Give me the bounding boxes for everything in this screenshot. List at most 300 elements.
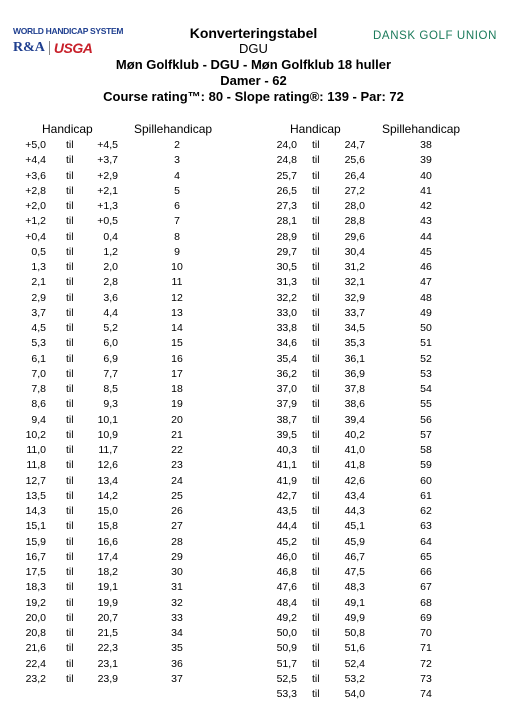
handicap-to: 45,9 — [344, 535, 365, 548]
range-separator: til — [66, 245, 74, 258]
handicap-from: 24,8 — [276, 154, 297, 167]
handicap-from: 24,0 — [276, 139, 297, 151]
range-separator: til — [66, 566, 74, 578]
table-row — [0, 382, 250, 397]
handicap-to: 9,3 — [103, 398, 118, 411]
table-header-left — [0, 122, 250, 138]
range-separator: til — [66, 291, 74, 304]
range-separator: til — [312, 184, 320, 197]
playing-handicap: 67 — [420, 581, 432, 594]
range-separator: til — [66, 489, 74, 502]
table-row — [0, 657, 250, 672]
range-separator: til — [66, 428, 74, 441]
handicap-to: +0,5 — [97, 215, 118, 228]
playing-handicap: 6 — [174, 200, 180, 212]
playing-handicap: 72 — [420, 657, 432, 670]
playing-handicap-header: Spillehandicap — [134, 122, 213, 136]
handicap-from: 15,1 — [25, 520, 46, 533]
handicap-to: 23,1 — [97, 657, 118, 670]
table-row — [0, 336, 250, 351]
table-row — [253, 428, 507, 443]
handicap-to: +1,3 — [97, 200, 118, 212]
range-separator: til — [312, 169, 320, 182]
playing-handicap: 45 — [420, 245, 432, 258]
table-row — [0, 672, 250, 687]
handicap-from: 28,1 — [276, 215, 297, 228]
playing-handicap: 31 — [171, 581, 183, 594]
playing-handicap: 35 — [171, 642, 183, 655]
handicap-to: 40,2 — [344, 428, 365, 441]
handicap-from: 40,3 — [276, 444, 297, 456]
playing-handicap: 73 — [420, 672, 432, 685]
range-separator: til — [312, 459, 320, 472]
range-separator: til — [312, 413, 320, 426]
table-row — [0, 596, 250, 611]
handicap-from: 20,0 — [25, 611, 46, 624]
handicap-to: 17,4 — [97, 550, 118, 563]
handicap-to: 31,2 — [344, 261, 365, 273]
playing-handicap: 11 — [171, 276, 183, 289]
handicap-to: 19,1 — [97, 581, 118, 594]
handicap-to: 28,8 — [344, 215, 365, 228]
handicap-to: 25,6 — [344, 154, 365, 167]
handicap-from: 46,8 — [276, 566, 297, 578]
handicap-to: 47,5 — [344, 566, 365, 578]
handicap-to: 26,4 — [344, 169, 365, 182]
handicap-to: 41,0 — [344, 444, 365, 456]
playing-handicap: 26 — [171, 505, 183, 517]
handicap-from: 39,5 — [276, 428, 297, 441]
table-row — [253, 535, 507, 550]
range-separator: til — [312, 383, 320, 395]
handicap-to: 48,3 — [344, 581, 365, 594]
range-separator: til — [312, 322, 320, 334]
playing-handicap: 65 — [420, 550, 432, 563]
handicap-from: +2,8 — [25, 184, 46, 197]
org-line: DGU — [239, 41, 268, 56]
range-separator: til — [66, 200, 74, 212]
handicap-from: +0,4 — [25, 230, 46, 243]
table-row — [253, 199, 507, 214]
range-separator: til — [312, 398, 320, 411]
range-separator: til — [312, 444, 320, 456]
handicap-from: 41,1 — [276, 459, 297, 472]
range-separator: til — [312, 535, 320, 548]
range-separator: til — [66, 261, 74, 273]
range-separator: til — [312, 291, 320, 304]
handicap-to: 50,8 — [344, 627, 365, 639]
range-separator: til — [66, 550, 74, 563]
playing-handicap: 74 — [420, 688, 432, 700]
handicap-to: 1,2 — [103, 245, 118, 258]
usga-logo: USGA — [53, 40, 93, 56]
handicap-from: +3,6 — [25, 169, 46, 182]
handicap-to: 0,4 — [103, 230, 118, 243]
handicap-to: 51,6 — [344, 642, 365, 655]
range-separator: til — [312, 367, 320, 380]
handicap-from: 22,4 — [25, 657, 46, 670]
table-row — [0, 474, 250, 489]
handicap-from: 38,7 — [276, 413, 297, 426]
handicap-from: 13,5 — [25, 489, 46, 502]
conversion-table-left — [0, 122, 250, 687]
table-row — [0, 275, 250, 290]
playing-handicap-header: Spillehandicap — [382, 122, 461, 136]
handicap-to: 36,1 — [344, 352, 365, 365]
range-separator: til — [66, 398, 74, 411]
playing-handicap: 48 — [420, 291, 432, 304]
range-separator: til — [312, 505, 320, 517]
conversion-table-right — [253, 122, 507, 702]
range-separator: til — [312, 642, 320, 655]
range-separator: til — [312, 276, 320, 289]
table-row — [0, 230, 250, 245]
table-row — [0, 291, 250, 306]
handicap-from: 11,0 — [26, 444, 46, 456]
playing-handicap: 14 — [171, 322, 183, 334]
handicap-from: 50,0 — [276, 627, 297, 639]
playing-handicap: 47 — [420, 276, 432, 289]
course-line: Møn Golfklub - DGU - Møn Golfklub 18 huller — [115, 57, 392, 72]
handicap-to: 49,9 — [344, 611, 365, 624]
handicap-from: 53,3 — [276, 688, 297, 700]
range-separator: til — [66, 215, 74, 228]
handicap-to: +2,1 — [97, 184, 118, 197]
handicap-to: 49,1 — [344, 596, 365, 609]
range-separator: til — [66, 505, 74, 517]
handicap-to: 42,6 — [344, 474, 365, 487]
range-separator: til — [66, 459, 74, 472]
handicap-from: 31,3 — [276, 276, 297, 289]
handicap-to: 35,3 — [344, 337, 365, 350]
table-row — [253, 367, 507, 382]
range-separator: til — [66, 169, 74, 182]
table-rows-left — [0, 138, 250, 687]
table-row — [253, 169, 507, 184]
range-separator: til — [66, 642, 74, 655]
playing-handicap: 4 — [174, 169, 180, 182]
playing-handicap: 34 — [171, 627, 183, 639]
table-row — [0, 535, 250, 550]
table-row — [253, 596, 507, 611]
playing-handicap: 44 — [420, 230, 432, 243]
handicap-to: 28,0 — [344, 200, 365, 212]
range-separator: til — [66, 154, 74, 167]
playing-handicap: 63 — [420, 520, 432, 533]
handicap-from: 36,2 — [276, 367, 297, 380]
playing-handicap: 54 — [420, 383, 432, 395]
handicap-from: 32,2 — [276, 291, 297, 304]
handicap-to: 27,2 — [344, 184, 365, 197]
playing-handicap: 57 — [420, 428, 432, 441]
playing-handicap: 25 — [171, 489, 183, 502]
range-separator: til — [312, 139, 320, 151]
table-row — [253, 214, 507, 229]
playing-handicap: 36 — [171, 657, 183, 670]
handicap-from: 4,5 — [31, 322, 46, 334]
table-row — [253, 306, 507, 321]
handicap-to: 2,8 — [103, 276, 118, 289]
table-row — [0, 641, 250, 656]
range-separator: til — [66, 352, 74, 365]
table-row — [0, 184, 250, 199]
handicap-from: 48,4 — [276, 596, 297, 609]
handicap-from: 21,6 — [25, 642, 46, 655]
table-row — [253, 626, 507, 641]
table-row — [253, 504, 507, 519]
handicap-from: 20,8 — [25, 627, 46, 639]
handicap-to: 15,8 — [97, 520, 118, 533]
handicap-from: 52,5 — [276, 672, 297, 685]
table-row — [253, 245, 507, 260]
handicap-from: 2,1 — [31, 276, 46, 289]
table-row — [253, 519, 507, 534]
playing-handicap: 61 — [420, 489, 432, 502]
playing-handicap: 55 — [420, 398, 432, 411]
table-row — [253, 565, 507, 580]
table-row — [253, 443, 507, 458]
range-separator: til — [312, 230, 320, 243]
playing-handicap: 40 — [420, 169, 432, 182]
handicap-to: 19,9 — [97, 596, 118, 609]
handicap-from: 49,2 — [276, 611, 297, 624]
table-row — [253, 474, 507, 489]
range-separator: til — [312, 489, 320, 502]
playing-handicap: 66 — [420, 566, 432, 578]
table-row — [253, 611, 507, 626]
handicap-from: 2,9 — [31, 291, 46, 304]
table-row — [253, 382, 507, 397]
range-separator: til — [312, 672, 320, 685]
handicap-from: 12,7 — [25, 474, 46, 487]
playing-handicap: 59 — [420, 459, 432, 472]
range-separator: til — [312, 688, 320, 700]
range-separator: til — [312, 596, 320, 609]
range-separator: til — [312, 200, 320, 212]
handicap-from: 34,6 — [276, 337, 297, 350]
playing-handicap: 69 — [420, 611, 432, 624]
handicap-from: 23,2 — [25, 672, 46, 685]
table-row — [253, 138, 507, 153]
handicap-to: 3,6 — [103, 291, 118, 304]
table-row — [0, 611, 250, 626]
table-row — [253, 352, 507, 367]
playing-handicap: 3 — [174, 154, 180, 167]
handicap-to: 37,8 — [344, 383, 365, 395]
handicap-from: 50,9 — [276, 642, 297, 655]
handicap-from: 47,6 — [276, 581, 297, 594]
handicap-to: 22,3 — [97, 642, 118, 655]
table-row — [0, 489, 250, 504]
handicap-to: 24,7 — [344, 139, 365, 151]
range-separator: til — [312, 215, 320, 228]
document-header — [0, 25, 507, 105]
playing-handicap: 51 — [420, 337, 432, 350]
handicap-to: 10,1 — [97, 413, 118, 426]
handicap-to: 6,9 — [103, 352, 118, 365]
table-row — [253, 550, 507, 565]
handicap-to: +3,7 — [97, 154, 118, 167]
playing-handicap: 33 — [171, 611, 183, 624]
table-row — [0, 504, 250, 519]
handicap-from: 0,5 — [31, 245, 46, 258]
playing-handicap: 13 — [171, 306, 183, 319]
handicap-to: 14,2 — [97, 489, 118, 502]
handicap-from: 16,7 — [25, 550, 46, 563]
table-row — [253, 291, 507, 306]
table-row — [0, 550, 250, 565]
playing-handicap: 21 — [171, 428, 183, 441]
handicap-to: 54,0 — [344, 688, 365, 700]
handicap-from: 41,9 — [276, 474, 297, 487]
handicap-to: 10,9 — [97, 428, 118, 441]
handicap-to: 36,9 — [344, 367, 365, 380]
playing-handicap: 43 — [420, 215, 432, 228]
handicap-from: 5,3 — [31, 337, 46, 350]
range-separator: til — [66, 337, 74, 350]
handicap-to: 20,7 — [97, 611, 118, 624]
table-row — [0, 245, 250, 260]
playing-handicap: 5 — [174, 184, 180, 197]
table-row — [253, 397, 507, 412]
handicap-to: 41,8 — [344, 459, 365, 472]
handicap-to: 7,7 — [103, 367, 118, 380]
playing-handicap: 32 — [171, 596, 183, 609]
playing-handicap: 30 — [171, 566, 183, 578]
table-row — [253, 336, 507, 351]
playing-handicap: 58 — [420, 444, 432, 456]
playing-handicap: 62 — [420, 505, 432, 517]
range-separator: til — [66, 383, 74, 395]
handicap-from: 1,3 — [31, 261, 46, 273]
playing-handicap: 60 — [420, 474, 432, 487]
table-row — [0, 138, 250, 153]
range-separator: til — [66, 627, 74, 639]
handicap-to: 16,6 — [97, 535, 118, 548]
playing-handicap: 27 — [171, 520, 183, 533]
table-row — [0, 367, 250, 382]
range-separator: til — [66, 596, 74, 609]
handicap-from: 28,9 — [276, 230, 297, 243]
playing-handicap: 18 — [171, 383, 183, 395]
range-separator: til — [312, 306, 320, 319]
playing-handicap: 49 — [420, 306, 432, 319]
range-separator: til — [66, 367, 74, 380]
range-separator: til — [312, 581, 320, 594]
table-row — [253, 275, 507, 290]
playing-handicap: 28 — [171, 535, 183, 548]
range-separator: til — [66, 184, 74, 197]
range-separator: til — [312, 337, 320, 350]
handicap-to: 18,2 — [97, 566, 118, 578]
playing-handicap: 29 — [171, 550, 183, 563]
handicap-to: 6,0 — [103, 337, 118, 350]
table-row — [0, 199, 250, 214]
playing-handicap: 38 — [420, 139, 432, 151]
handicap-header: Handicap — [42, 122, 93, 136]
table-row — [253, 489, 507, 504]
tee-line: Damer - 62 — [220, 73, 287, 88]
handicap-to: 30,4 — [344, 245, 365, 258]
playing-handicap: 37 — [171, 672, 183, 685]
handicap-to: 32,9 — [344, 291, 365, 304]
playing-handicap: 71 — [420, 642, 432, 655]
handicap-from: 33,8 — [276, 322, 297, 334]
handicap-from: 45,2 — [276, 535, 297, 548]
playing-handicap: 2 — [174, 139, 180, 151]
playing-handicap: 42 — [420, 200, 432, 212]
handicap-to: 12,6 — [97, 459, 118, 472]
handicap-to: 45,1 — [344, 520, 365, 533]
whs-logo-text: WORLD HANDICAP SYSTEM — [13, 26, 124, 36]
playing-handicap: 19 — [171, 398, 183, 411]
handicap-to: 21,5 — [97, 627, 118, 639]
handicap-from: +4,4 — [25, 154, 46, 167]
handicap-to: 15,0 — [97, 505, 118, 517]
handicap-to: 11,7 — [98, 444, 118, 456]
table-row — [0, 352, 250, 367]
playing-handicap: 20 — [171, 413, 183, 426]
table-row — [0, 580, 250, 595]
range-separator: til — [312, 627, 320, 639]
handicap-to: +4,5 — [97, 139, 118, 151]
playing-handicap: 15 — [171, 337, 183, 350]
handicap-to: 53,2 — [344, 672, 365, 685]
handicap-from: 19,2 — [25, 596, 46, 609]
table-row — [253, 687, 507, 702]
handicap-from: 6,1 — [31, 352, 46, 365]
dgu-logo: DANSK GOLF UNION — [373, 30, 497, 42]
handicap-to: 23,9 — [97, 672, 118, 685]
handicap-to: 29,6 — [344, 230, 365, 243]
table-row — [0, 306, 250, 321]
handicap-to: 46,7 — [344, 550, 365, 563]
range-separator: til — [66, 306, 74, 319]
table-row — [253, 321, 507, 336]
handicap-to: 43,4 — [344, 489, 365, 502]
handicap-to: 4,4 — [103, 306, 118, 319]
handicap-to: 39,4 — [344, 413, 365, 426]
table-row — [0, 443, 250, 458]
range-separator: til — [66, 230, 74, 243]
handicap-to: 13,4 — [97, 474, 118, 487]
table-row — [0, 413, 250, 428]
ratings-line: Course rating™: 80 - Slope rating®: 139 - Par: 72 — [103, 89, 404, 104]
page-title: Konverteringstabel — [189, 25, 318, 41]
handicap-from: +5,0 — [25, 139, 46, 151]
handicap-to: 8,5 — [103, 383, 118, 395]
range-separator: til — [66, 276, 74, 289]
handicap-from: 11,8 — [26, 459, 46, 472]
handicap-from: 29,7 — [276, 245, 297, 258]
playing-handicap: 9 — [174, 245, 180, 258]
playing-handicap: 22 — [171, 444, 183, 456]
range-separator: til — [66, 474, 74, 487]
playing-handicap: 12 — [171, 291, 183, 304]
table-row — [253, 413, 507, 428]
table-row — [253, 672, 507, 687]
table-row — [0, 458, 250, 473]
handicap-to: +2,9 — [97, 169, 118, 182]
handicap-to: 33,7 — [344, 306, 365, 319]
handicap-from: 17,5 — [25, 566, 46, 578]
table-row — [253, 260, 507, 275]
playing-handicap: 39 — [420, 154, 432, 167]
range-separator: til — [66, 611, 74, 624]
handicap-from: 9,4 — [31, 413, 46, 426]
handicap-from: 43,5 — [276, 505, 297, 517]
handicap-from: 25,7 — [276, 169, 297, 182]
